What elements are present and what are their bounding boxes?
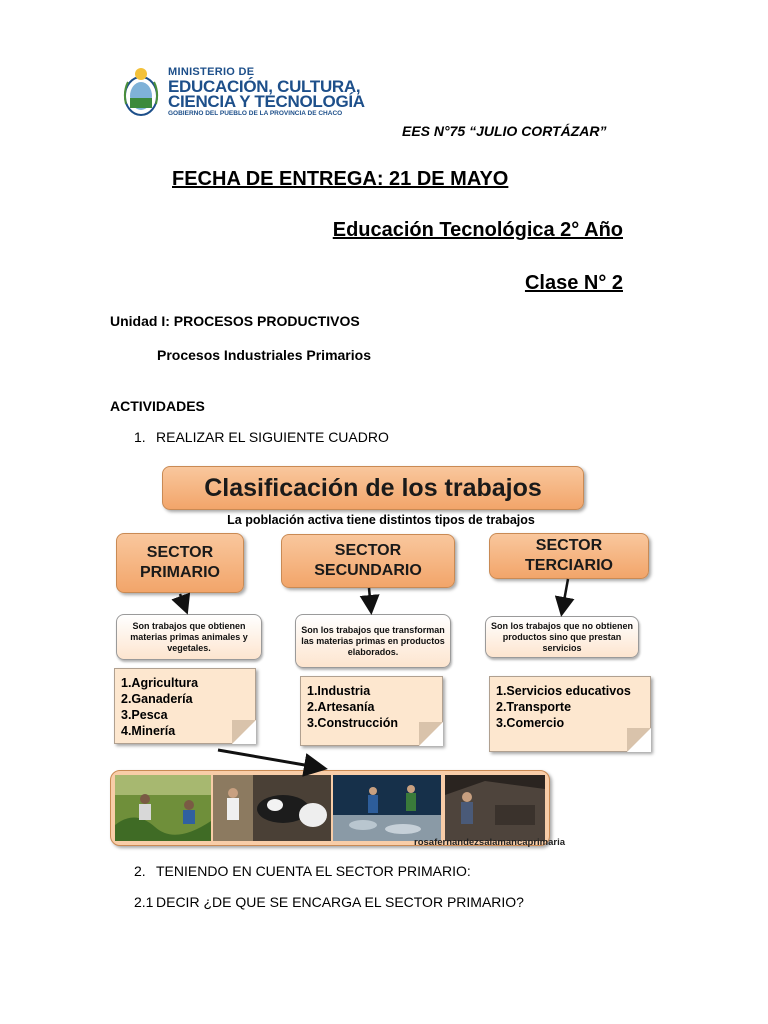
ministry-logo (122, 64, 384, 122)
arrow-to-photos (218, 750, 322, 768)
arrow-secundario (369, 588, 371, 610)
example-item: 2.Transporte (496, 700, 572, 714)
sector-secundario-description: Son los trabajos que transforman las materias primas en productos elaborados. (295, 614, 451, 668)
activity-number: 2.1 (134, 894, 154, 910)
image-credit: rosafernandezsalamancaprimaria (414, 837, 566, 848)
logo-line-4: GOBIERNO DEL PUEBLO DE LA PROVINCIA DE CHACO (168, 110, 343, 117)
activity-number: 1. (134, 429, 146, 445)
logo-line-3: CIENCIA Y TECNOLOGÍA (168, 92, 365, 111)
sector-terciario-description: Son los trabajos que no obtienen productos sino que prestan servicios (485, 616, 639, 658)
province-seal-icon (122, 66, 160, 120)
unit-title: Unidad I: PROCESOS PRODUCTIVOS (110, 313, 360, 329)
sector-name: TERCIARIO (525, 557, 613, 574)
sector-primario-description: Son trabajos que obtienen materias primas animales y vegetales. (116, 614, 262, 660)
sector-name: SECUNDARIO (314, 562, 422, 579)
logo-line-2: EDUCACIÓN, CULTURA, (168, 77, 361, 96)
due-date-heading: FECHA DE ENTREGA: 21 DE MAYO (172, 168, 509, 190)
example-item: 3.Comercio (496, 716, 565, 730)
activity-number: 2. (134, 863, 146, 879)
example-item: 2.Artesanía (307, 700, 375, 714)
example-item: 2.Ganadería (121, 692, 193, 706)
activity-item-2-1 (134, 894, 524, 910)
activity-text: DECIR ¿DE QUE SE ENCARGA EL SECTOR PRIMARIO? (156, 894, 524, 910)
example-item: 1.Industria (307, 684, 371, 698)
classification-infographic (108, 462, 654, 854)
example-item: 1.Agricultura (121, 676, 199, 690)
activity-item-1 (134, 429, 389, 445)
arrow-primario (180, 594, 186, 610)
sector-label: SECTOR (334, 542, 402, 559)
sector-label: SECTOR (535, 537, 603, 554)
sector-name: PRIMARIO (140, 564, 220, 581)
infographic-subtitle: La población activa tiene distintos tipos de trabajos (227, 513, 535, 527)
activity-item-2 (134, 863, 471, 879)
example-item: 4.Minería (121, 724, 176, 738)
logo-line-1: MINISTERIO DE (168, 66, 255, 78)
infographic-title: Clasificación de los trabajos (162, 466, 584, 510)
activities-heading: ACTIVIDADES (110, 398, 205, 414)
example-item: 1.Servicios educativos (496, 684, 631, 698)
activity-text: TENIENDO EN CUENTA EL SECTOR PRIMARIO: (156, 863, 471, 879)
flow-arrows (108, 462, 654, 854)
activity-text: REALIZAR EL SIGUIENTE CUADRO (156, 429, 389, 445)
example-item: 3.Pesca (121, 708, 168, 722)
sector-label: SECTOR (146, 544, 214, 561)
topic-title: Procesos Industriales Primarios (157, 347, 371, 363)
example-item: 3.Construcción (307, 716, 398, 730)
school-name: EES N°75 “JULIO CORTÁZAR” (402, 123, 607, 139)
subject-heading: Educación Tecnológica 2° Año (332, 219, 623, 241)
arrow-terciario (562, 579, 568, 612)
class-number-heading: Clase N° 2 (524, 272, 623, 294)
